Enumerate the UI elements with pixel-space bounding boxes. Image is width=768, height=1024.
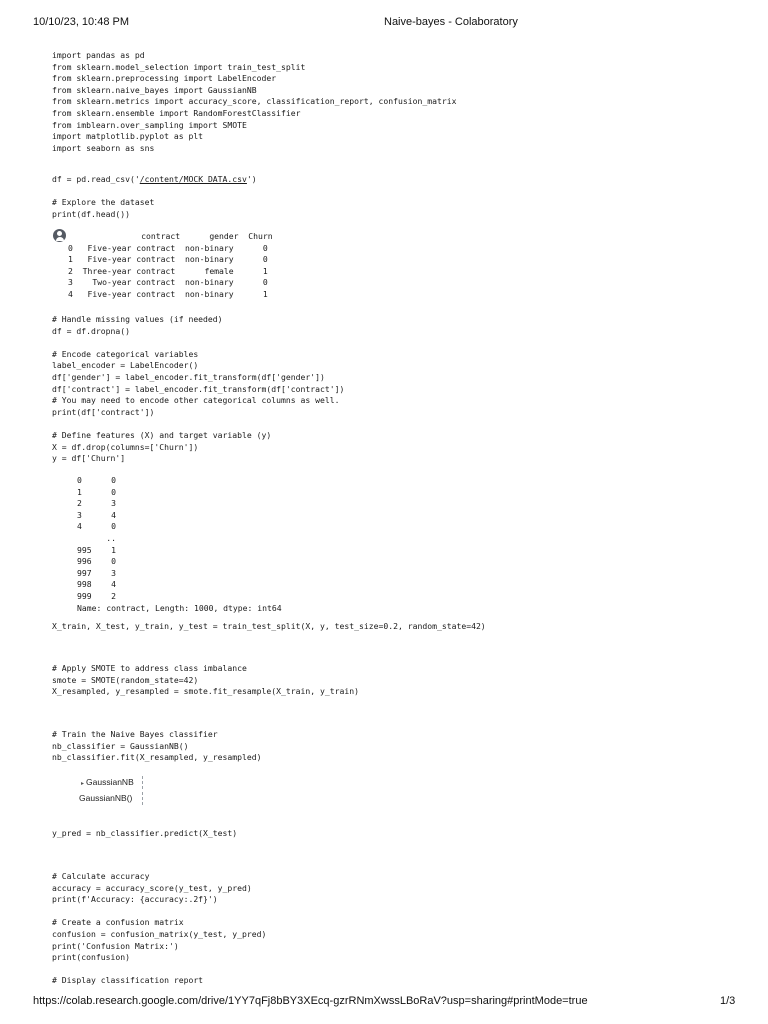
code-cell-predict[interactable]: y_pred = nb_classifier.predict(X_test) xyxy=(52,828,238,838)
estimator-header[interactable] xyxy=(81,776,134,789)
code-cell-metrics[interactable]: # Calculate accuracy accuracy = accuracy_score(y_test, y_pred) print(f'Accuracy: {accuracy:.2f}') # Create a confusion matrix confusion = confusion_matrix(y_test, y_pred) print('Confusion Matrix:') print(confusion) # Display classification report xyxy=(52,871,267,986)
output-contract-series: 0 0 1 0 2 3 3 4 4 0 .. 995 1 996 0 997 3 998 4 999 2 Name: contract, Length: 1000, dtype: int64 xyxy=(77,475,282,613)
code-cell-smote[interactable]: # Apply SMOTE to address class imbalance smote = SMOTE(random_state=42) X_resampled, y_resampled = smote.fit_resample(X_train, y_train) xyxy=(52,663,359,697)
code-cell-imports[interactable]: import pandas as pd from sklearn.model_selection import train_test_split from sklearn.preprocessing import LabelEncoder from sklearn.naive_bayes import GaussianNB from sklearn.metrics import accuracy_score, classification_report, confusion_matrix from sklearn.ensemble import RandomForestClassifier from imblearn.over_sampling import SMOTE import matplotlib.pyplot as plt import seaborn as sns xyxy=(52,50,457,153)
page-number: 1/3 xyxy=(720,995,736,1007)
print-date: 10/10/23, 10:48 PM xyxy=(33,16,130,28)
code-cell-read-csv[interactable] xyxy=(52,174,257,186)
estimator-repr: GaussianNB() xyxy=(79,793,133,803)
read-csv-prefix: df = pd.read_csv(' xyxy=(52,174,140,184)
gaussiannb-estimator-widget[interactable] xyxy=(78,776,144,806)
read-csv-suffix: ') xyxy=(246,174,257,184)
code-cell-explore[interactable]: # Explore the dataset print(df.head()) xyxy=(52,197,155,219)
code-cell-preprocess[interactable]: # Handle missing values (if needed) df = df.dropna() # Encode categorical variables label_encoder = LabelEncoder() df['gender'] = label_encoder.fit_transform(df['gender']) df['contract'] = label_encoder.fit_transform(df['contract']) # You may need to encode other categorical columns as well. print(df['contract']) # Define features (X) and target variable (y) X = df.drop(columns=['Churn']) y = df['Churn'] xyxy=(52,314,345,464)
code-cell-train[interactable]: # Train the Naive Bayes classifier nb_classifier = GaussianNB() nb_classifier.fit(X_resampled, y_resampled) xyxy=(52,729,262,763)
output-head-table: contract gender Churn 0 Five-year contract non-binary 0 1 Five-year contract non-binary 0 2 Three-year contract female 1 3 Two-year contract non-binary 0 4 Five-year contract non-binary 1 xyxy=(68,231,273,299)
estimator-name: GaussianNB xyxy=(86,777,134,787)
output-user-icon xyxy=(53,229,66,242)
csv-path-link[interactable]: /content/MOCK_DATA.csv xyxy=(139,174,247,184)
widget-divider xyxy=(142,792,143,805)
triangle-right-icon[interactable]: ▸ xyxy=(81,781,85,787)
page-title: Naive-bayes - Colaboratory xyxy=(384,16,518,28)
code-cell-split[interactable]: X_train, X_test, y_train, y_test = train_test_split(X, y, test_size=0.2, random_state=42) xyxy=(52,621,486,631)
widget-divider xyxy=(142,776,143,789)
page-url: https://colab.research.google.com/drive/1YY7qFj8bBY3XEcq-gzrRNmXwssLBoRaV?usp=sharing#printMode=true xyxy=(33,995,588,1007)
